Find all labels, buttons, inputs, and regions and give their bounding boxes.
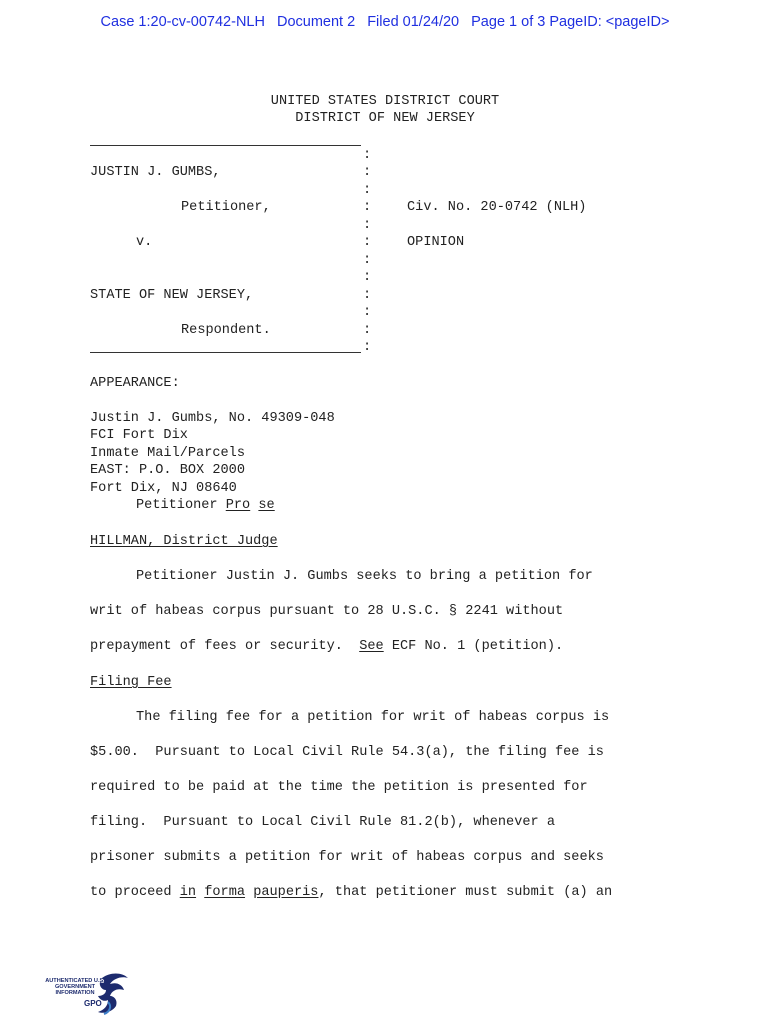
caption-bottom-rule [90,352,361,353]
see-signal: See [359,639,384,654]
versus: v. [136,235,153,250]
filed-date: Filed 01/24/20 [367,14,460,30]
body-line: writ of habeas corpus pursuant to 28 U.S.C. § 2241 without [90,604,564,619]
judge-line: HILLMAN, District Judge [90,534,278,549]
court-name: UNITED STATES DISTRICT COURT [270,94,500,109]
gpo-eagle-icon [96,972,132,1018]
court-district: DISTRICT OF NEW JERSEY [295,111,475,126]
pro-italic-term: Pro [225,498,251,513]
document-type: OPINION [407,235,465,250]
petitioner-name: JUSTIN J. GUMBS, [90,165,221,180]
body-line: prisoner submits a petition for writ of habeas corpus and seeks [90,850,604,865]
petitioner-role: Petitioner, [181,200,271,215]
body-line: Petitioner Justin J. Gumbs seeks to bring a petition for [136,569,593,584]
body-line: to proceed in forma pauperis, that petitioner must submit (a) an [90,885,613,900]
in-term: in [179,885,197,900]
pauperis-term: pauperis [253,885,319,900]
filing-header [0,14,770,30]
appearance-line: Fort Dix, NJ 08640 [90,481,237,496]
body-line: filing. Pursuant to Local Civil Rule 81.2(b), whenever a [90,815,555,830]
caption-top-rule [90,145,361,146]
page-info: Page 1 of 3 PageID: <pageID> [471,14,670,30]
forma-term: forma [204,885,246,900]
gpo-mark: GPO [84,999,102,1008]
respondent-name: STATE OF NEW JERSEY, [90,288,254,303]
body-line: required to be paid at the time the petition is presented for [90,780,588,795]
appearance-line: Inmate Mail/Parcels [90,446,245,461]
appearance-heading: APPEARANCE: [90,376,180,391]
appearance-line: FCI Fort Dix [90,428,188,443]
case-number: Case 1:20-cv-00742-NLH [100,14,265,30]
appearance-line: EAST: P.O. BOX 2000 [90,463,245,478]
body-line: $5.00. Pursuant to Local Civil Rule 54.3(a), the filing fee is [90,745,604,760]
se-italic-term: se [258,498,275,513]
respondent-role: Respondent. [181,323,271,338]
appearance-line: Justin J. Gumbs, No. 49309-048 [90,411,335,426]
civil-number: Civ. No. 20-0742 (NLH) [407,200,587,215]
body-line: prepayment of fees or security. See ECF No. 1 (petition). [90,639,564,654]
document-number: Document 2 [276,14,356,30]
appearance-role: Petitioner Pro se [136,498,275,513]
body-line: The filing fee for a petition for writ of habeas corpus is [136,710,610,725]
gpo-logo-text: AUTHENTICATED U.S. GOVERNMENT INFORMATION [45,978,105,997]
section-heading: Filing Fee [90,675,172,690]
gpo-authentication-logo [44,972,134,1018]
